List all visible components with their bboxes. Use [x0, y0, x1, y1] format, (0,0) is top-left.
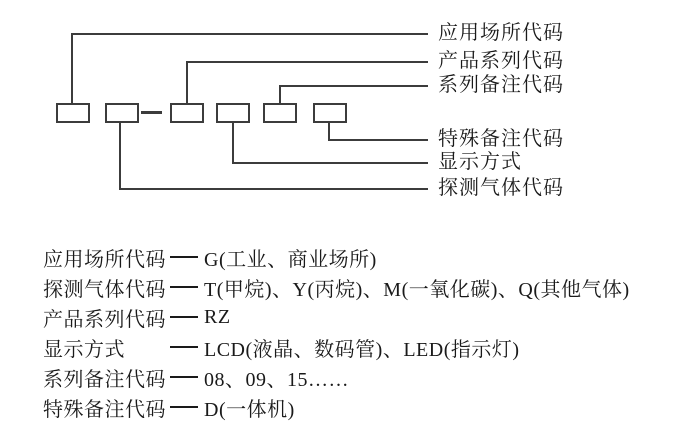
diagram-label-product-series: 产品系列代码 — [438, 50, 564, 72]
legend-label: 系列备注代码 — [43, 368, 166, 391]
connector-line — [279, 85, 428, 87]
legend-value: 08、09、15…… — [204, 368, 349, 391]
legend-label: 探测气体代码 — [43, 278, 166, 301]
legend-value: RZ — [204, 305, 231, 328]
legend-row-detected-gas — [43, 272, 673, 302]
legend-label: 应用场所代码 — [43, 248, 166, 271]
legend-value: G(工业、商业场所) — [204, 248, 377, 271]
code-box-display-mode — [216, 103, 250, 123]
connector-line — [71, 34, 73, 103]
diagram-label-series-remark: 系列备注代码 — [438, 74, 564, 96]
legend-value: T(甲烷)、Y(丙烷)、M(一氧化碳)、Q(其他气体) — [204, 278, 630, 301]
connector-line — [71, 33, 428, 35]
dash-separator — [170, 376, 198, 379]
legend-label: 特殊备注代码 — [43, 398, 166, 421]
legend-value: LCD(液晶、数码管)、LED(指示灯) — [204, 338, 520, 361]
legend-label: 显示方式 — [43, 338, 125, 361]
connector-line — [232, 121, 234, 164]
diagram-label-display-mode: 显示方式 — [438, 151, 522, 173]
code-box-application-site — [56, 103, 90, 123]
code-box-product-series — [170, 103, 204, 123]
connector-line — [186, 61, 188, 103]
legend-value: D(一体机) — [204, 398, 295, 421]
legend-row-series-remark — [43, 362, 673, 392]
connector-line — [232, 162, 428, 164]
diagram-label-special-remark: 特殊备注代码 — [438, 128, 564, 150]
legend-label: 产品系列代码 — [43, 308, 166, 331]
code-legend — [43, 242, 673, 422]
legend-row-display-mode — [43, 332, 673, 362]
diagram-label-detected-gas: 探测气体代码 — [438, 177, 564, 199]
diagram-label-application-site: 应用场所代码 — [438, 22, 564, 44]
code-box-series-remark — [263, 103, 297, 123]
legend-row-special-remark — [43, 392, 673, 422]
legend-row-product-series — [43, 302, 673, 332]
connector-line — [119, 121, 121, 190]
connector-line — [328, 139, 428, 141]
dash-separator — [170, 256, 198, 259]
connector-line — [328, 121, 330, 141]
connector-line — [279, 85, 281, 103]
connector-line — [186, 61, 428, 63]
dash-separator — [170, 316, 198, 319]
dash-separator — [170, 286, 198, 289]
code-box-detected-gas — [105, 103, 139, 123]
code-box-special-remark — [313, 103, 347, 123]
dash-separator — [170, 346, 198, 349]
connector-line — [119, 188, 428, 190]
legend-row-application-site — [43, 242, 673, 272]
dash-separator — [170, 406, 198, 409]
model-hyphen-separator — [141, 111, 162, 114]
